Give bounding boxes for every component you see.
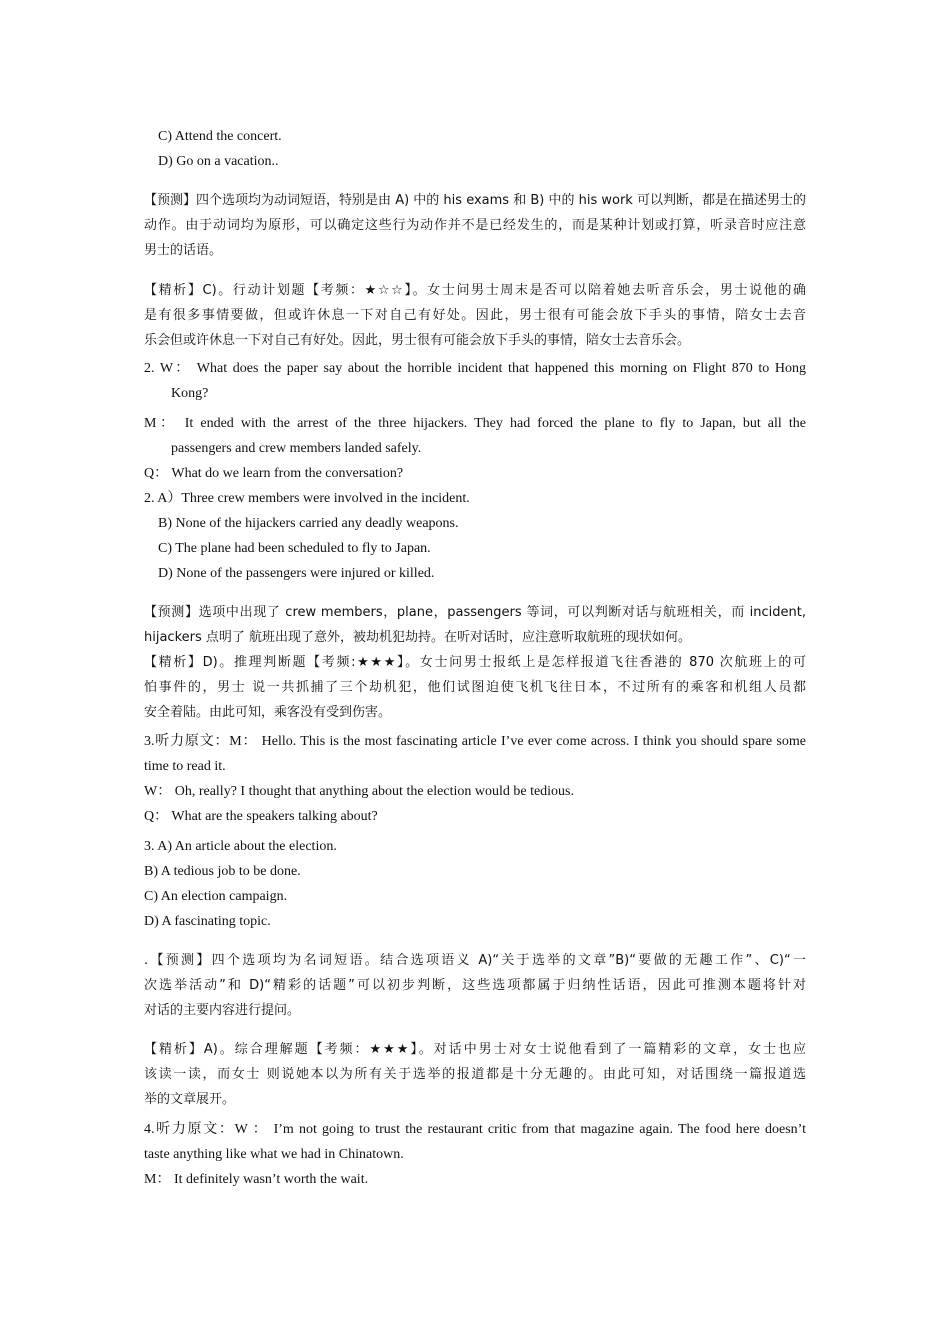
q1-option-d: D) Go on a vacation.. [158, 154, 279, 169]
q2-analysis-line-2: 怕事件的，男士 说一共抓捕了三个劫机犯，他们试图迫使飞机飞往日本，不过所有的乘客和机组人员都 [144, 680, 806, 695]
q2-predict-line-1: 【预测】选项中出现了 crew members，plane，passengers 等词，可以判断对话与航班相关，而 incident, [144, 605, 806, 620]
q2-question: Q： What do we learn from the conversation? [144, 466, 404, 481]
q3-predict-line-2: 次选举活动”和 D)“精彩的话题”可以初步判断，这些选项都属于归纳性话语，因此可推测本题将针对 [144, 978, 806, 993]
q1-predict-line-1: 【预测】四个选项均为动词短语，特别是由 A) 中的 his exams 和 B) 中的 his work 可以判断，都是在描述男士的 [144, 193, 806, 208]
q2-man-line-2: passengers and crew members landed safely. [171, 441, 422, 456]
q3-option-b: B) A tedious job to be done. [144, 864, 301, 879]
q3-question: Q： What are the speakers talking about? [144, 809, 378, 824]
q3-option-a: 3. A) An article about the election. [144, 839, 337, 854]
q2-man-line-1: M： It ended with the arrest of the three hijackers. They had forced the plane to fly to Japan, but all the [144, 416, 806, 431]
q4-woman-line-2: taste anything like what we had in Chinatown. [144, 1147, 404, 1162]
q1-analysis-line-2: 是有很多事情要做，但或许休息一下对自己有好处。因此，男士很有可能会放下手头的事情，陪女士去音 [144, 308, 806, 323]
q1-analysis-line-3: 乐会但或许休息一下对自己有好处。因此，男士很有可能会放下手头的事情，陪女士去音乐会。 [144, 333, 691, 348]
q3-analysis-line-1: 【精析】A)。综合理解题【考频：★★★】。对话中男士对女士说他看到了一篇精彩的文章，女士也应 [144, 1042, 806, 1057]
q3-predict-line-3: 对话的主要内容进行提问。 [144, 1003, 301, 1018]
q2-option-b: B) None of the hijackers carried any deadly weapons. [158, 516, 459, 531]
q4-woman-line-1: 4.听力原文：W ： I’m not going to trust the restaurant critic from that magazine again. The food here doesn’t [144, 1122, 806, 1137]
q4-man-line: M： It definitely wasn’t worth the wait. [144, 1172, 369, 1187]
q2-analysis-line-3: 安全着陆。由此可知，乘客没有受到伤害。 [144, 705, 392, 720]
q3-man-line-2: time to read it. [144, 759, 226, 774]
q1-analysis-line-1: 【精析】C)。行动计划题【考频：★☆☆】。女士问男士周末是否可以陪着她去听音乐会，男士说他的确 [144, 283, 806, 298]
q1-option-c: C) Attend the concert. [158, 129, 282, 144]
q3-analysis-line-2: 该读一读，而女士 则说她本以为所有关于选举的报道都是十分无趣的。由此可知，对话围绕一篇报道选 [144, 1067, 806, 1082]
q3-analysis-line-3: 举的文章展开。 [144, 1092, 236, 1107]
q2-woman-line-2: Kong? [171, 386, 209, 401]
q2-option-c: C) The plane had been scheduled to fly to Japan. [158, 541, 431, 556]
q2-woman-line-1: 2. W： What does the paper say about the horrible incident that happened this morning on Flight 870 to Hong [144, 361, 806, 376]
q2-option-d: D) None of the passengers were injured or killed. [158, 566, 435, 581]
q3-man-line-1: 3.听力原文：M： Hello. This is the most fascinating article I’ve ever come across. I think you should spare some [144, 734, 806, 749]
q2-analysis-line-1: 【精析】D)。推理判断题【考频:★★★】。女士问男士报纸上是怎样报道飞往香港的 870 次航班上的可 [144, 655, 806, 670]
q1-predict-line-2: 动作。由于动词均为原形，可以确定这些行为动作并不是已经发生的，而是某种计划或打算，听录音时应注意 [144, 218, 806, 233]
q3-option-c: C) An election campaign. [144, 889, 288, 904]
q2-predict-line-2: hijackers 点明了 航班出现了意外，被劫机犯劫持。在听对话时，应注意听取航班的现状如何。 [144, 630, 692, 645]
q1-predict-line-3: 男士的话语。 [144, 243, 223, 258]
q3-woman-line: W： Oh, really? I thought that anything about the election would be tedious. [144, 784, 575, 799]
q3-predict-line-1: .【预测】四个选项均为名词短语。结合选项语义 A)“关于选举的文章”B)“要做的无趣工作”、C)“一 [144, 953, 806, 968]
q3-option-d: D) A fascinating topic. [144, 914, 271, 929]
q2-option-a: 2. A）Three crew members were involved in the incident. [144, 491, 470, 506]
